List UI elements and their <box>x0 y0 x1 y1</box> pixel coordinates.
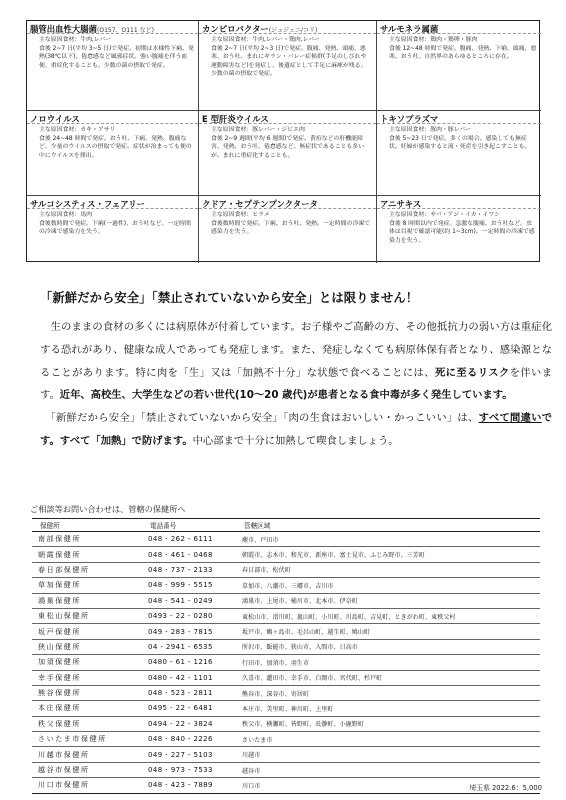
headline: 「新鮮だから安全」「禁止されていないから安全」とは限りません！ <box>40 291 419 305</box>
header-office: 保健所 <box>32 519 142 532</box>
office-phone: 049 - 227 - 5103 <box>142 747 236 762</box>
office-phone: 048 - 999 - 5515 <box>142 578 236 593</box>
office-name: 本庄保健所 <box>32 701 142 716</box>
pathogen-name-text: トキソプラズマ <box>380 114 439 124</box>
pathogen-name-text: E 型肝炎ウイルス <box>202 114 269 124</box>
pathogen-food: 主な原因食材：ヒラメ <box>211 212 270 218</box>
office-area: 蕨市、戸田市 <box>236 532 540 547</box>
pathogen-name-text: ノロウイルス <box>30 114 80 124</box>
office-phone: 0480 - 42 - 1101 <box>142 670 236 685</box>
pathogen-name-text: サルモネラ属菌 <box>380 24 439 34</box>
office-area: 本庄市、美里町、神川町、上里町 <box>236 701 540 716</box>
pathogen-symptoms: 食後 2~7 日(平均 3~5 日)で発症。初期は水様性下痢、発熱(38℃以下)、倦怠感など風邪症状。強い腹痛を伴う血便、重症化することも。少数の菌の摂取で発症。 <box>39 45 194 69</box>
pathogen-subname: (ジェジュニ/コリ) <box>268 27 318 34</box>
pathogen-symptoms: 食後 12~48 時間で発症。腹痛、発熱、下痢、頭痛、悪寒、おう吐。自然界のあらゆるところに存在。 <box>389 45 537 61</box>
office-phone: 048 - 262 - 6111 <box>142 532 236 547</box>
office-area: 越谷市 <box>236 762 540 777</box>
office-name: 坂戸保健所 <box>32 624 142 639</box>
pathogen-description <box>27 209 198 237</box>
pathogen-cell <box>377 111 541 196</box>
table-row <box>32 562 540 577</box>
office-area: 鴻巣市、上尾市、桶川市、北本市、伊奈町 <box>236 593 540 608</box>
office-name: 幸手保健所 <box>32 670 142 685</box>
office-name: 川口市保健所 <box>32 778 142 793</box>
pathogen-food: 主な原因食材：馬肉 <box>39 212 93 218</box>
pathogen-food: 主な原因食材：カキ・アサリ <box>39 127 116 133</box>
office-name: 鴻巣保健所 <box>32 593 142 608</box>
office-phone: 048 - 461 - 0468 <box>142 547 236 562</box>
pathogen-name <box>27 21 198 34</box>
pathogen-description <box>199 34 376 79</box>
table-row <box>32 608 540 623</box>
table-row <box>32 593 540 608</box>
table-row <box>32 716 540 731</box>
office-phone: 048 - 423 - 7889 <box>142 778 236 793</box>
table-row <box>32 778 540 793</box>
office-name: 東松山保健所 <box>32 608 142 623</box>
table-row <box>32 747 540 762</box>
pathogen-name-text: カンピロバクター <box>202 24 269 34</box>
office-area: 所沢市、飯能市、狭山市、入間市、日高市 <box>236 639 540 654</box>
body-paragraph-1 <box>40 316 552 407</box>
body-p1-a: 生のままの食材の多くには病原体が付着しています。お子様やご高齢の方、その他抵抗力の弱い方は重症化する恐れがあり、健康な成人であっても発症します。また、発症しなくても病原体保有者となり、感染源となることがあります。特に肉を「生」又は「加熱不十分」な状態で食べることには、 <box>40 321 553 379</box>
body-paragraph-2 <box>40 407 552 453</box>
pathogen-symptoms: 食後数時間で発症。下痢(一過性)、おう吐など。一定時間の冷凍で感染力を失う。 <box>39 220 191 236</box>
body-p1-c: を伴います。 <box>40 366 552 402</box>
table-row <box>32 732 540 747</box>
pathogen-cell <box>27 111 199 196</box>
office-name: 南部保健所 <box>32 532 142 547</box>
office-area: 坂戸市、鶴ヶ島市、毛呂山町、越生町、鳩山町 <box>236 624 540 639</box>
table-row <box>32 547 540 562</box>
body-p2-heat: すべて「加熱」で防げます。 <box>59 434 193 447</box>
body-p2-c: です。 <box>40 412 553 447</box>
pathogen-food: 主な原因食材：豚レバー・ジビエ肉 <box>211 127 305 133</box>
office-area: 川越市 <box>236 747 540 762</box>
pathogen-description <box>27 34 198 70</box>
pathogen-cell <box>377 196 541 263</box>
office-phone: 048 - 840 - 2226 <box>142 732 236 747</box>
office-area: 朝霞市、志木市、和光市、新座市、富士見市、ふじみ野市、三芳町 <box>236 547 540 562</box>
pathogen-cell <box>27 196 199 263</box>
header-area: 管轄区域 <box>236 519 540 532</box>
pathogen-cell <box>199 111 377 196</box>
body-p1-youth: 近年、高校生、大学生などの若い世代(10～20 歳代)が患者となる食中毒が多く発生しています。 <box>59 389 513 402</box>
pathogen-description <box>377 34 541 62</box>
pathogen-name <box>199 111 376 124</box>
body-p2-e: 中心部まで十分に加熱して喫食しましょう。 <box>192 434 399 447</box>
office-name: 越谷市保健所 <box>32 762 142 777</box>
pathogen-name <box>27 196 198 209</box>
body-p2-wrong: すべて間違い <box>478 412 542 425</box>
table-row <box>32 532 540 547</box>
pathogen-symptoms: 食後 2~9 週間(平均 6 週間)で発症。黄疸などの肝機能障害、発熱、おう吐、倦怠感など。無症状であることも多いが、まれに重症化することも。 <box>211 135 365 159</box>
pathogen-food: 主な原因食材：豚肉・豚レバー <box>389 127 472 133</box>
pathogen-name <box>377 111 541 124</box>
pathogen-grid <box>26 20 540 262</box>
pathogen-name <box>199 21 376 34</box>
pathogen-description <box>27 124 198 160</box>
health-center-table <box>32 518 540 794</box>
pathogen-name-text: 腸管出血性大腸菌 <box>30 24 97 34</box>
office-name: 秩父保健所 <box>32 716 142 731</box>
pathogen-symptoms: 食後 5~23 日で発症。多くの場合、感染しても無症状。妊婦が感染すると流・死産を引き起こすことも。 <box>389 135 531 151</box>
pathogen-food: 主な原因食材：牛肉,レバー・鶏肉,レバー <box>211 37 320 43</box>
office-name: 草加保健所 <box>32 578 142 593</box>
table-header-row <box>32 519 540 532</box>
pathogen-cell <box>199 21 377 111</box>
office-name: 狭山保健所 <box>32 639 142 654</box>
contact-caption: ご相談等お問い合わせは、管轄の保健所へ <box>30 504 186 514</box>
office-phone: 049 - 283 - 7815 <box>142 624 236 639</box>
table-row <box>32 685 540 700</box>
pathogen-cell <box>27 21 199 111</box>
office-area: 東松山市、滑川町、嵐山町、小川町、川島町、吉見町、ときがわ町、東秩父村 <box>236 608 540 623</box>
office-area: 川口市 <box>236 778 540 793</box>
pathogen-name <box>377 21 541 34</box>
office-name: 川越市保健所 <box>32 747 142 762</box>
pathogen-cell <box>377 21 541 111</box>
pathogen-description <box>377 124 541 152</box>
table-row <box>32 655 540 670</box>
pathogen-name-text: アニサキス <box>380 199 422 209</box>
office-phone: 0494 - 22 - 3824 <box>142 716 236 731</box>
pathogen-food: 主な原因食材：サバ・アジ・イカ・イワシ <box>389 212 501 218</box>
pathogen-symptoms: 食後 2~7 日(平均 2~3 日)で発症。腹痛、発熱、頭痛、悪寒、おう吐。まれにギラン・バレー症候群(手足のしびれや運動障害など)を発症し、後遺症として手足に麻痺が残る。少数の菌の摂取で発症。 <box>211 45 367 78</box>
table-row <box>32 762 540 777</box>
table-row <box>32 670 540 685</box>
footer-note: 埼玉県 2022.6：5,000 <box>469 784 542 792</box>
office-area: 草加市、八潮市、三郷市、吉川市 <box>236 578 540 593</box>
body-p1-risk: 死に至るリスク <box>434 366 510 379</box>
office-phone: 0480 - 61 - 1216 <box>142 655 236 670</box>
office-phone: 048 - 541 - 0249 <box>142 593 236 608</box>
header-phone: 電話番号 <box>142 519 236 532</box>
office-name: さいたま市保健所 <box>32 732 142 747</box>
pathogen-name <box>199 196 376 209</box>
pathogen-name-text: サルコシスティス・フェアリー <box>30 199 145 209</box>
office-name: 熊谷保健所 <box>32 685 142 700</box>
pathogen-symptoms: 食後数時間で発症。下痢、おう吐、発熱。一定時間の冷凍で感染力を失う。 <box>211 220 371 236</box>
pathogen-symptoms: 食後 8 時間以内で発症。急激な腹痛、おう吐など。虫体は目視で確認可能(約 1~3cm)。一定時間の冷凍で感染力を失う。 <box>389 220 535 244</box>
body-text <box>40 316 552 453</box>
office-phone: 048 - 523 - 2811 <box>142 685 236 700</box>
office-area: さいたま市 <box>236 732 540 747</box>
office-phone: 0495 - 22 - 6481 <box>142 701 236 716</box>
pathogen-subname: (O157、O111 など) <box>97 27 154 34</box>
office-area: 秩父市、横瀬町、皆野町、長瀞町、小鹿野町 <box>236 716 540 731</box>
table-row <box>32 578 540 593</box>
table-body <box>32 532 540 794</box>
pathogen-description <box>199 124 376 160</box>
pathogen-food: 主な原因食材：牛肉,レバー <box>39 37 112 43</box>
pathogen-name-text: クドア・セプテンプンクタータ <box>202 199 318 209</box>
office-phone: 0493 - 22 - 0280 <box>142 608 236 623</box>
office-name: 朝霞保健所 <box>32 547 142 562</box>
pathogen-description <box>377 209 541 245</box>
office-area: 久喜市、蓮田市、幸手市、白岡市、宮代町、杉戸町 <box>236 670 540 685</box>
table-row <box>32 639 540 654</box>
office-phone: 048 - 973 - 7533 <box>142 762 236 777</box>
body-p2-a: 「新鮮だから安全」「禁止されていないから安全」「肉の生食はおいしい・かっこいい」は、 <box>50 412 479 425</box>
office-phone: 048 - 737 - 2133 <box>142 562 236 577</box>
office-area: 春日部市、松伏町 <box>236 562 540 577</box>
table-row <box>32 624 540 639</box>
office-name: 加須保健所 <box>32 655 142 670</box>
pathogen-description <box>199 209 376 237</box>
pathogen-name <box>377 196 541 209</box>
table-row <box>32 701 540 716</box>
pathogen-food: 主な原因食材：鶏肉・鶏卵・豚肉 <box>389 37 478 43</box>
pathogen-symptoms: 食後 24~48 時間で発症。おう吐、下痢、発熱、腹痛など。少量のウイルスの摂取で発症。症状が治まっても便の中にウイルスを排出。 <box>39 135 192 159</box>
pathogen-cell <box>199 196 377 263</box>
office-area: 行田市、加須市、羽生市 <box>236 655 540 670</box>
office-area: 熊谷市、深谷市、寄居町 <box>236 685 540 700</box>
pathogen-name <box>27 111 198 124</box>
office-phone: 04 - 2941 - 6535 <box>142 639 236 654</box>
office-name: 春日部保健所 <box>32 562 142 577</box>
